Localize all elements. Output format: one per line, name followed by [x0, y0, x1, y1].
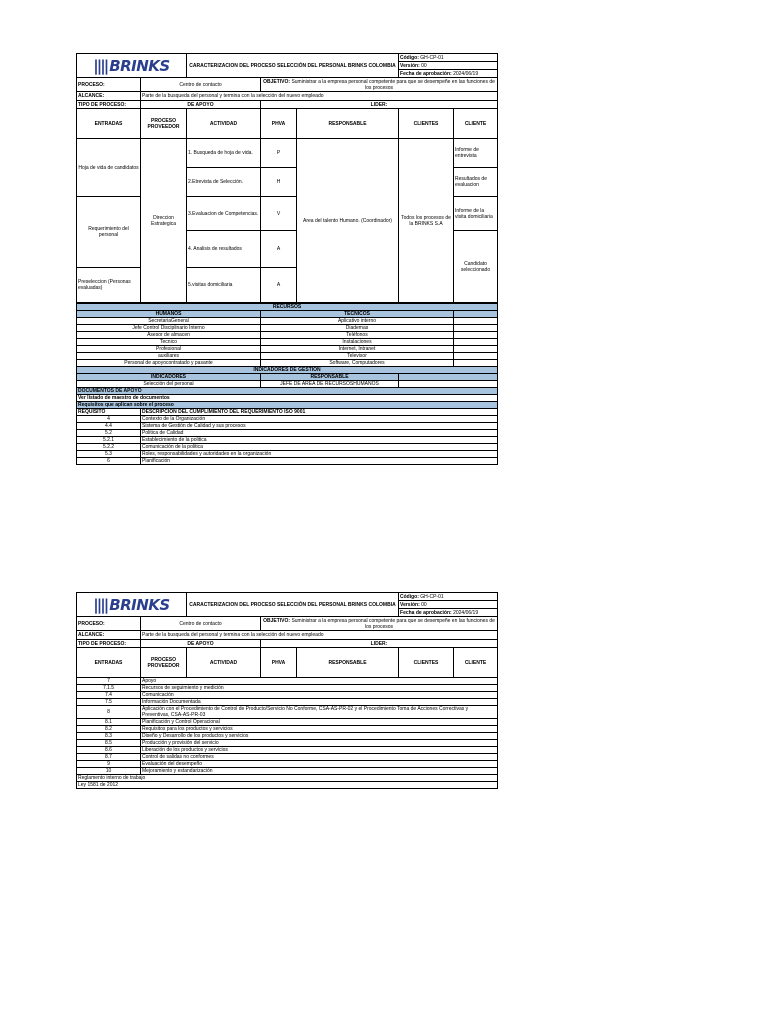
requisito-num: 7.5 [77, 699, 141, 706]
indicadores-gestion-heading: INDICADORES DE GESTION [77, 367, 498, 374]
cliente-3: Informe de la visita domiciliaria [454, 197, 498, 231]
tipo-label: TIPO DE PROCESO: [77, 640, 141, 648]
requisito-row [77, 740, 498, 747]
requisito-num: 7.1.5 [77, 685, 141, 692]
lider-label: LIDER: [261, 640, 498, 648]
cliente-2: Resultados de evaluacion [454, 168, 498, 197]
alcance-label: ALCANCE: [77, 92, 141, 101]
requisito-num: 5.2.1 [77, 437, 141, 444]
requisito-col: REQUISITO [77, 409, 141, 416]
requisito-num: 8.5 [77, 740, 141, 747]
lider-label: LIDER: [261, 101, 498, 109]
recurso-humano: Tecnico [77, 339, 261, 346]
responsable: Area del talento Humano. (Coordinador) [297, 139, 399, 303]
humanos-heading: HUMANOS [77, 311, 261, 318]
tipo-value: DE APOYO [141, 101, 261, 109]
requisito-num: 7 [77, 678, 141, 685]
requisito-row [77, 726, 498, 733]
col-entradas: ENTRADAS [77, 648, 141, 678]
extra-row [77, 782, 498, 789]
header-table-2 [76, 592, 498, 789]
proceso-label: PROCESO: [77, 617, 141, 631]
recurso-tecnico: Televisor [261, 353, 454, 360]
recurso-row [77, 325, 498, 332]
requisito-desc: Sistema de Gestión de Calidad y sus procesos [141, 423, 498, 430]
alcance-label: ALCANCE: [77, 631, 141, 640]
code-cell: Código: GH-CP-01 [399, 54, 498, 62]
tecnicos-heading: TECNICOS [261, 311, 454, 318]
proveedor: Direccion Estrategica [141, 139, 187, 303]
requisito-row [77, 423, 498, 430]
empty-cell [454, 339, 498, 346]
objetivo-cell: OBJETIVO: Suministrar a la empresa personal competente para que se desempeñe en las funciones de los procesos [261, 617, 498, 631]
recurso-humano: Asesor de almacen [77, 332, 261, 339]
requisito-row [77, 437, 498, 444]
responsable-heading: RESPONSABLE [261, 374, 399, 381]
requisitos-heading: Requisitos que aplican sobre el proceso [77, 402, 498, 409]
recurso-row [77, 318, 498, 325]
recurso-humano: Personal de apoyocontratado y pasante [77, 360, 261, 367]
col-phva: PHVA [261, 109, 297, 139]
entrada-2: Requerimiento del personal [77, 197, 141, 268]
phva-3: V [261, 197, 297, 231]
empty-cell [454, 346, 498, 353]
extra-rows [77, 775, 498, 789]
requisito-desc: Apoyo [141, 678, 498, 685]
recurso-humano: Profesional [77, 346, 261, 353]
cliente-4: Candidato seleccionado [454, 231, 498, 303]
phva-4: A [261, 231, 297, 268]
requisito-num: 10 [77, 768, 141, 775]
requisito-num: 8.3 [77, 733, 141, 740]
requisito-desc: Requisitos para los productos y servicios [141, 726, 498, 733]
recurso-humano: auxiliares [77, 353, 261, 360]
alcance-value: Parte de la busqueda del personal y termina con la selección del nuevo empleado [141, 631, 498, 640]
col-actividad: ACTIVIDAD [187, 648, 261, 678]
recurso-row [77, 339, 498, 346]
proceso-label: PROCESO: [77, 78, 141, 92]
requisito-desc: Politica de Calidad [141, 430, 498, 437]
recurso-row [77, 353, 498, 360]
actividad-2: 2.Etrevista de Selección. [187, 168, 261, 197]
requisito-row [77, 768, 498, 775]
page-2 [76, 592, 497, 789]
requisito-desc: Recursos de seguimiento y medición [141, 685, 498, 692]
requisito-num: 4.4 [77, 423, 141, 430]
requisito-num: 8.2 [77, 726, 141, 733]
cliente-1: Informe de entrevista [454, 139, 498, 168]
code-cell: Código: GH-CP-01 [399, 593, 498, 601]
requisito-desc: Evaluación del desempeño [141, 761, 498, 768]
requisito-row [77, 754, 498, 761]
col-proveedor: PROCESO PROVEEDOR [141, 648, 187, 678]
requisito-desc: Producción y provisión del servicio [141, 740, 498, 747]
col-cliente: CLIENTE [454, 648, 498, 678]
empty-cell [454, 325, 498, 332]
requisito-row [77, 706, 498, 719]
recurso-humano: SecretariaGeneral [77, 318, 261, 325]
col-actividad: ACTIVIDAD [187, 109, 261, 139]
col-phva: PHVA [261, 648, 297, 678]
requisito-num: 5.2 [77, 430, 141, 437]
recurso-tecnico: Teléfonos [261, 332, 454, 339]
descripcion-col: DESCRIPCIÓN DEL CUMPLIMIENTO DEL REQUERIMIENTO ISO 9001 [141, 409, 498, 416]
requisito-num: 6 [77, 458, 141, 465]
brinks-logo: |||| BRINKS [77, 54, 187, 78]
col-proveedor: PROCESO PROVEEDOR [141, 109, 187, 139]
recursos-heading: RECURSOS [77, 304, 498, 311]
document-title: CARACTERIZACION DEL PROCESO SELECCIÓN DEL PERSONAL BRINKS COLOMBIA [187, 54, 399, 78]
requisito-desc: Aplicación con el Procedimiento de Control de Producto/Servicio No Conforme, CSA-AS-PR-02 y el Procedimiento Toma de Acciones Correctivas y Preventivas, CSA-AS-PR-03 [141, 706, 498, 719]
requisito-desc: Establecimiento de la politica [141, 437, 498, 444]
indicador-value: Selección del personal [77, 381, 261, 388]
recurso-tecnico: Instalaciones [261, 339, 454, 346]
version-cell: Versión: 00 [399, 62, 498, 70]
requisito-row [77, 416, 498, 423]
requisito-desc: Contexto de la Organización [141, 416, 498, 423]
recurso-row [77, 360, 498, 367]
requisito-num: 8.1 [77, 719, 141, 726]
header-table [76, 53, 498, 303]
documentos-heading: DOCUMENTOS DE APOYO [77, 388, 498, 395]
empty-cell [454, 360, 498, 367]
actividad-3: 3.Evaluacion de Competencias. [187, 197, 261, 231]
col-responsable: RESPONSABLE [297, 109, 399, 139]
requisito-row [77, 747, 498, 754]
requisito-row [77, 458, 498, 465]
requisito-row [77, 719, 498, 726]
page-1 [76, 53, 497, 465]
col-clientes: CLIENTES [399, 109, 454, 139]
requisito-desc: Roles, responsabilidades y autoridades en la organización [141, 451, 498, 458]
col-clientes: CLIENTES [399, 648, 454, 678]
entrada-1: Hoja de vida de candidatos [77, 139, 141, 197]
entrada-3: Preseleccion (Personas evaluadas) [77, 268, 141, 303]
recursos-rows [77, 318, 498, 367]
empty-cell [454, 318, 498, 325]
extra-text: Reglamento interno de trabajo [77, 775, 498, 782]
requisito-num: 8.6 [77, 747, 141, 754]
indicadores-heading: INDICADORES [77, 374, 261, 381]
requisito-row [77, 451, 498, 458]
requisito-row [77, 685, 498, 692]
alcance-value: Parte de la busqueda del personal y termina con la selección del nuevo empleado [141, 92, 498, 101]
recurso-row [77, 346, 498, 353]
requisito-row [77, 733, 498, 740]
proceso-value: Centro de contacto [141, 78, 261, 92]
actividad-4: 4. Analisis de resultados [187, 231, 261, 268]
actividad-1: 1. Busqueda de hoja de vida. [187, 139, 261, 168]
empty-cell [454, 332, 498, 339]
requisito-desc: Control de salidas no conformes [141, 754, 498, 761]
phva-2: H [261, 168, 297, 197]
requisito-row [77, 761, 498, 768]
requisito-num: 8 [77, 706, 141, 719]
approval-cell: Fecha de aprobación: 2024/06/19 [399, 609, 498, 617]
requisitos-rows-page1 [77, 416, 498, 465]
requisito-desc: Liberación de los productos y servicios [141, 747, 498, 754]
recurso-row [77, 332, 498, 339]
recursos-table [76, 303, 498, 465]
requisito-desc: Comunicación [141, 692, 498, 699]
requisito-row [77, 699, 498, 706]
tipo-label: TIPO DE PROCESO: [77, 101, 141, 109]
requisito-row [77, 678, 498, 685]
document-title: CARACTERIZACION DEL PROCESO SELECCIÓN DEL PERSONAL BRINKS COLOMBIA [187, 593, 399, 617]
recurso-tecnico: Diademas [261, 325, 454, 332]
actividad-5: 5.visitas domiciliaria [187, 268, 261, 303]
objetivo-cell: OBJETIVO: Suministrar a la empresa personal competente para que se desempeñe en las funciones de los procesos [261, 78, 498, 92]
phva-5: A [261, 268, 297, 303]
recurso-tecnico: Internet, Intranet [261, 346, 454, 353]
col-responsable: RESPONSABLE [297, 648, 399, 678]
requisito-desc: Diseño y Desarrollo de los productos y servicios [141, 733, 498, 740]
requisito-num: 8.7 [77, 754, 141, 761]
recurso-tecnico: Aplicativo interno [261, 318, 454, 325]
col-entradas: ENTRADAS [77, 109, 141, 139]
requisito-row [77, 692, 498, 699]
requisito-desc: Mejoramiento y estandarización [141, 768, 498, 775]
requisito-desc: Información Documentada [141, 699, 498, 706]
extra-row [77, 775, 498, 782]
requisito-desc: Comunicación de la politica [141, 444, 498, 451]
tipo-value: DE APOYO [141, 640, 261, 648]
requisitos-rows-page2 [77, 678, 498, 775]
requisito-row [77, 430, 498, 437]
documento-value: Ver listado de maestro de documentos [77, 395, 498, 402]
requisito-desc: Planificación [141, 458, 498, 465]
requisito-num: 4 [77, 416, 141, 423]
empty-cell [454, 353, 498, 360]
requisito-num: 5.3 [77, 451, 141, 458]
brinks-logo: |||| BRINKS [77, 593, 187, 617]
col-cliente: CLIENTE [454, 109, 498, 139]
requisito-num: 9 [77, 761, 141, 768]
requisito-num: 5.2.2 [77, 444, 141, 451]
clientes: Todos los procesos de la BRINKS S.A [399, 139, 454, 303]
phva-1: P [261, 139, 297, 168]
recurso-tecnico: Software, Computadores [261, 360, 454, 367]
indicador-responsable: JEFE DE AREA DE RECURSOSHUMANOS [261, 381, 399, 388]
extra-text: Ley 1581 de 2012 [77, 782, 498, 789]
requisito-desc: Planificación y Control Operacional [141, 719, 498, 726]
proceso-value: Centro de contacto [141, 617, 261, 631]
recurso-humano: Jefe Control Disciplinario Interno [77, 325, 261, 332]
approval-cell: Fecha de aprobación: 2024/06/19 [399, 70, 498, 78]
requisito-num: 7.4 [77, 692, 141, 699]
version-cell: Versión: 00 [399, 601, 498, 609]
requisito-row [77, 444, 498, 451]
